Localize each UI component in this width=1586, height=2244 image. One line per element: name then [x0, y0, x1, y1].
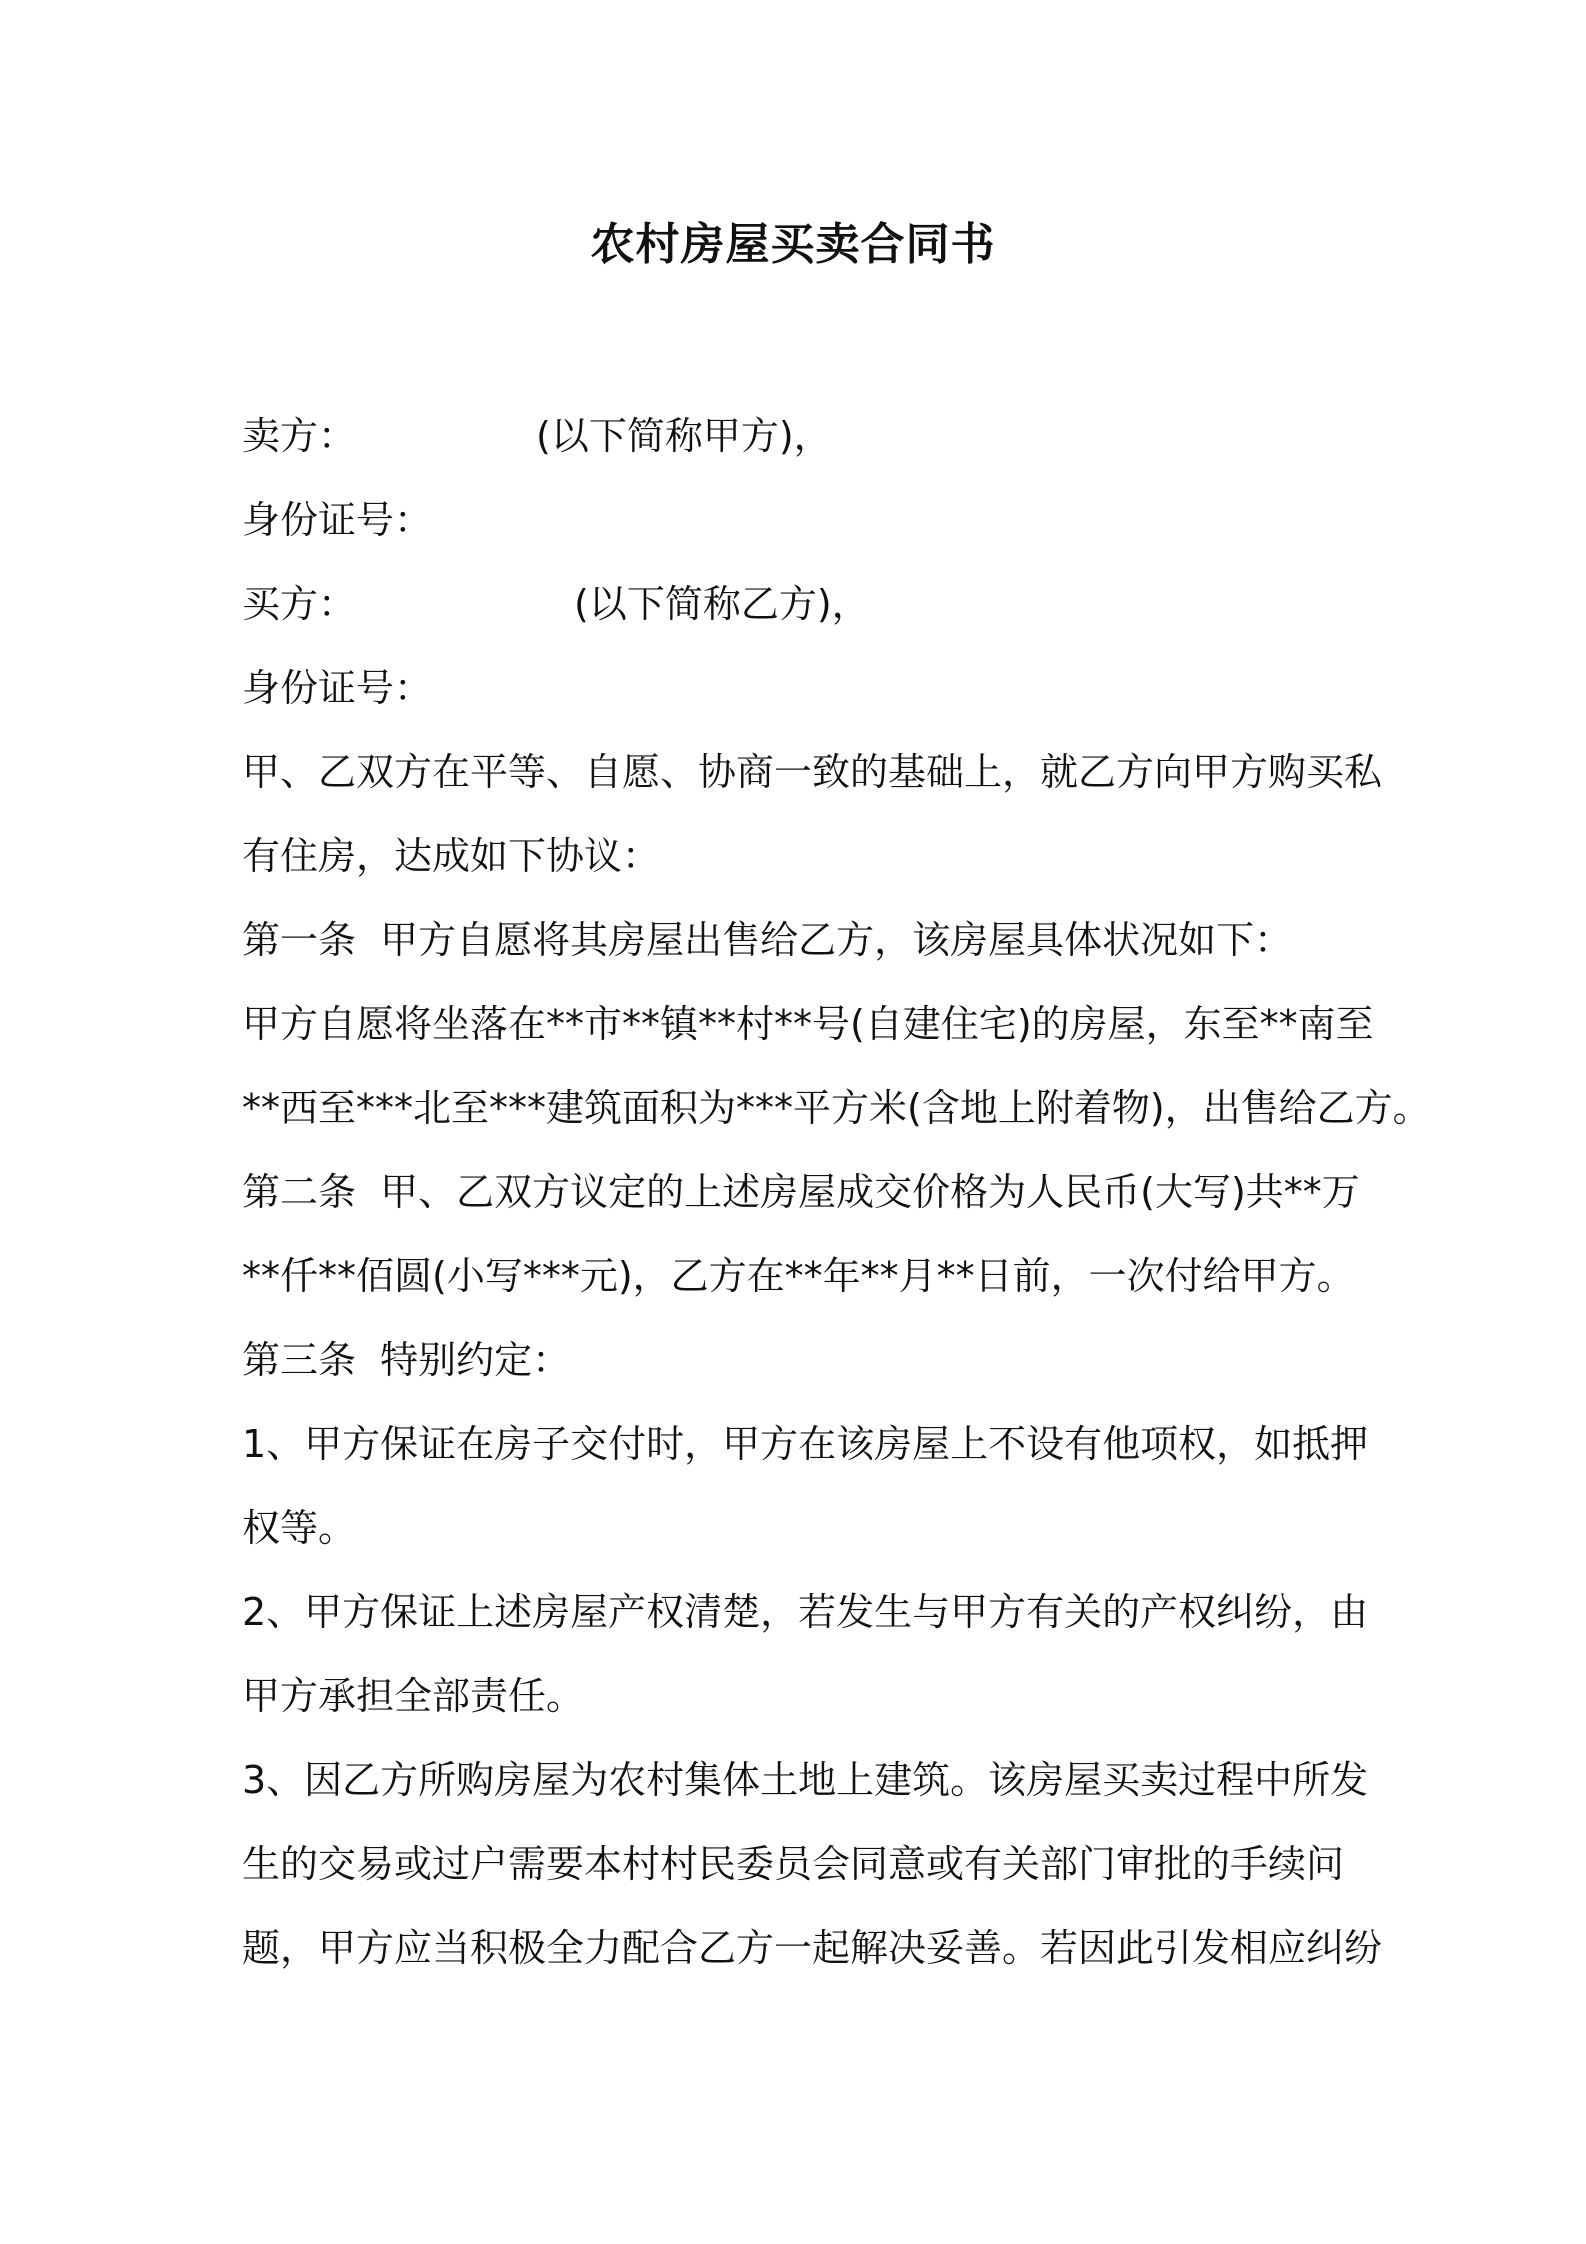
body-line: 甲方自愿将坐落在**市**镇**村**号(自建住宅)的房屋，东至**南至: [242, 1002, 1374, 1046]
seller-label: 卖方：: [242, 414, 357, 458]
clause-one: 1、甲方保证在房子交付时，甲方在该房屋上不设有他项权，如抵押: [242, 1422, 1369, 1466]
body-line: 甲、乙双方在平等、自愿、协商一致的基础上，就乙方向甲方购买私: [242, 750, 1383, 794]
body-line: 甲方承担全部责任。: [242, 1674, 585, 1718]
body-line: 题，甲方应当积极全力配合乙方一起解决妥善。若因此引发相应纠纷: [242, 1926, 1383, 1970]
seller-line: [242, 411, 832, 461]
article-three-heading: 第三条 特别约定：: [242, 1338, 571, 1382]
buyer-label: 买方：: [242, 582, 357, 626]
article-one-heading: 第一条 甲方自愿将其房屋出售给乙方，该房屋具体状况如下：: [242, 918, 1293, 962]
buyer-line: [242, 579, 870, 629]
body-line: **西至***北至***建筑面积为***平方米(含地上附着物)，出售给乙方。: [242, 1086, 1431, 1130]
body-line: 有住房，达成如下协议：: [242, 834, 661, 878]
clause-two: 2、甲方保证上述房屋产权清楚，若发生与甲方有关的产权纠纷，由: [242, 1590, 1369, 1634]
article-two-heading: 第二条 甲、乙双方议定的上述房屋成交价格为人民币(大写)共**万: [242, 1170, 1360, 1214]
buyer-suffix: (以下简称乙方)，: [574, 582, 870, 626]
seller-id-line: 身份证号：: [242, 498, 433, 542]
body-line: 权等。: [242, 1506, 357, 1550]
document-title: 农村房屋买卖合同书: [590, 219, 996, 270]
buyer-id-line: 身份证号：: [242, 666, 433, 710]
body-line: 生的交易或过户需要本村村民委员会同意或有关部门审批的手续问: [242, 1842, 1345, 1886]
body-line: **仟**佰圆(小写***元)，乙方在**年**月**日前，一次付给甲方。: [242, 1254, 1355, 1298]
seller-suffix: (以下简称甲方)，: [536, 414, 832, 458]
clause-three: 3、因乙方所购房屋为农村集体土地上建筑。该房屋买卖过程中所发: [242, 1758, 1369, 1802]
